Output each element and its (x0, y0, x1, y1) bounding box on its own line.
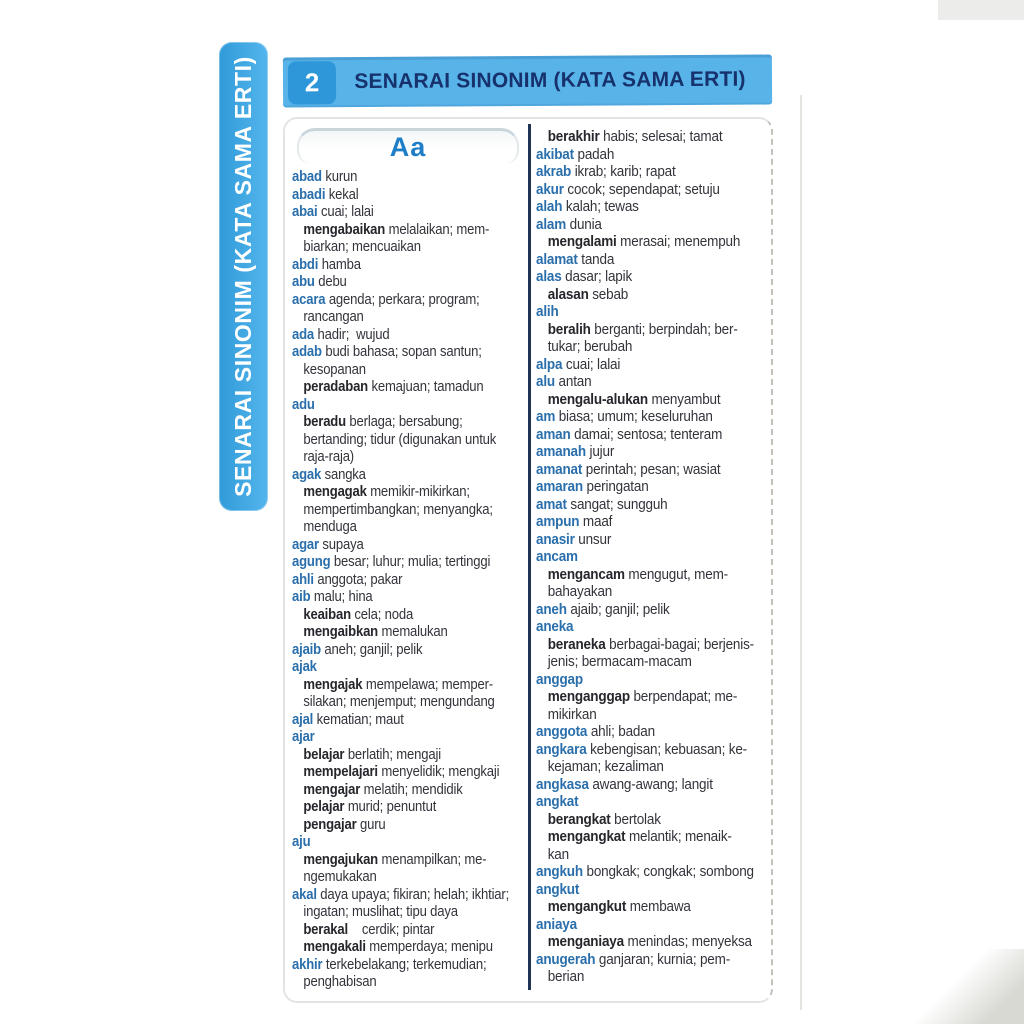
entry-line (536, 723, 772, 741)
subword: mengancam (547, 565, 625, 583)
section-letter: Aa (389, 132, 427, 162)
entry-line (536, 373, 772, 391)
subword: keaiban (303, 605, 351, 623)
subword: peradaban (303, 378, 369, 395)
synonym-text: cela; noda (350, 605, 414, 623)
synonym-text: berbagai-bagai; berjenis- (605, 635, 754, 653)
headword: anasir (536, 530, 575, 548)
synonym-text: berpendapat; me- (629, 688, 738, 705)
entry-line (292, 763, 524, 781)
entry-line (292, 606, 524, 624)
synonym-text: ahli; badan (587, 723, 655, 740)
entry-line (536, 251, 772, 269)
entry-line (292, 868, 524, 886)
entry-line (536, 636, 772, 654)
entry-line (536, 128, 772, 146)
headword: am (536, 408, 556, 425)
synonym-text: berlatih; mengaji (344, 745, 441, 763)
entry-line (292, 693, 524, 711)
synonym-text: peringatan (582, 478, 649, 495)
entry-line (536, 338, 772, 356)
subword: mengabaikan (303, 220, 386, 238)
synonym-text: menyambut (647, 390, 721, 408)
left-column-lines (292, 168, 524, 991)
headword: abai (292, 203, 318, 220)
headword: abadi (292, 185, 326, 203)
synonym-text: penghabisan (303, 973, 377, 990)
headword: aman (536, 425, 571, 443)
entry-line (536, 356, 772, 374)
headword: angkat (536, 793, 579, 810)
entry-line (536, 566, 772, 584)
entry-line (292, 746, 524, 764)
synonym-text: mempertimbangkan; menyangka; (303, 500, 493, 518)
headword: ajaib (292, 640, 321, 658)
headword: angkara (536, 740, 587, 758)
subword: mempelajari (303, 763, 378, 780)
entry-line (292, 168, 524, 186)
synonym-text: supaya (318, 535, 364, 553)
entry-line (292, 816, 524, 834)
subword: pengajar (303, 815, 357, 833)
synonym-text: awang-awang; langit (588, 775, 713, 793)
synonym-text: merasai; menempuh (616, 233, 741, 250)
headword: alpa (536, 355, 563, 373)
entry-line (536, 268, 772, 286)
entry-line (292, 728, 524, 746)
entry-line (536, 216, 772, 234)
entry-line (536, 618, 772, 636)
entry-line (292, 273, 524, 291)
synonym-text: berlaga; bersabung; (345, 413, 463, 430)
synonym-text: kekal (325, 185, 359, 203)
page-edge-line (800, 95, 802, 1010)
synonym-text: ajaib; ganjil; pelik (566, 600, 670, 618)
entry-line (292, 238, 524, 256)
synonym-text: bongkak; congkak; sombong (582, 863, 754, 880)
entry-line (292, 483, 524, 501)
synonym-text: damai; sentosa; tenteram (570, 425, 723, 443)
synonym-text: malu; hina (310, 588, 373, 605)
entry-line (536, 828, 772, 846)
headword: akhir (292, 955, 323, 973)
synonym-text: antan (554, 373, 592, 390)
entry-line (292, 448, 524, 466)
headword: alih (536, 303, 559, 320)
entry-line (536, 688, 772, 706)
section-letter-pill (297, 128, 519, 164)
headword: angkasa (536, 775, 589, 793)
synonym-text: debu (314, 273, 347, 290)
headword: adu (292, 395, 315, 413)
entry-line (292, 851, 524, 869)
synonym-text: dasar; lapik (561, 268, 633, 285)
entry-line (536, 321, 772, 339)
synonym-text: membawa (626, 898, 691, 915)
headword: acara (292, 290, 326, 308)
synonym-text: melalaikan; mem- (385, 220, 490, 238)
synonym-text: bahayakan (547, 583, 613, 600)
subword: belajar (303, 745, 345, 763)
entry-line (292, 938, 524, 956)
synonym-text: mikirkan (547, 705, 597, 723)
headword: anggota (536, 723, 588, 740)
right-column-lines (536, 128, 772, 986)
subword: menganggap (547, 688, 630, 705)
entry-line (536, 443, 772, 461)
entry-line (536, 531, 772, 549)
headword: alam (536, 215, 567, 233)
headword: ahli (292, 570, 314, 588)
subword: alasan (547, 285, 589, 303)
headword: ajal (292, 710, 314, 728)
entry-line (292, 833, 524, 851)
entry-line (292, 641, 524, 659)
subword: mengangkut (547, 898, 627, 915)
synonym-text: habis; selesai; tamat (599, 128, 723, 145)
entry-line (536, 601, 772, 619)
entry-line (536, 846, 772, 864)
headword: adab (292, 343, 322, 360)
entry-line (536, 881, 772, 899)
headword: akur (536, 180, 564, 198)
chapter-header (283, 55, 772, 108)
entry-line (292, 623, 524, 641)
synonym-text: ingatan; muslihat; tipu daya (303, 903, 458, 920)
headword: abu (292, 273, 315, 290)
synonym-text: maaf (579, 513, 613, 530)
entry-line (536, 968, 772, 986)
synonym-text: bertanding; tidur (digunakan untuk (303, 430, 497, 448)
entry-line (536, 548, 772, 566)
synonym-text: melantik; menaik- (625, 828, 732, 845)
headword: akrab (536, 163, 572, 180)
entry-line (536, 741, 772, 759)
synonym-text: ikrab; karib; rapat (571, 163, 676, 180)
entry-line (292, 203, 524, 221)
entry-line (292, 256, 524, 274)
entry-line (536, 653, 772, 671)
subword: beradu (303, 413, 346, 430)
headword: aib (292, 588, 311, 605)
synonym-text: jujur (585, 443, 615, 460)
synonym-text: cuai; lalai (562, 355, 621, 373)
entry-line (292, 886, 524, 904)
synonym-text: hadir; wujud (314, 325, 390, 343)
headword: amat (536, 495, 567, 513)
entry-line (536, 426, 772, 444)
entry-line (292, 343, 524, 361)
entry-line (292, 413, 524, 431)
entry-line (536, 758, 772, 776)
synonym-text: raja-raja) (303, 448, 354, 465)
synonym-text: daya upaya; fikiran; helah; ikhtiar; (316, 885, 510, 903)
entry-line (292, 973, 524, 991)
synonym-text: agenda; perkara; program; (325, 290, 480, 308)
entry-line (292, 903, 524, 921)
synonym-text: cuai; lalai (317, 203, 374, 220)
headword: angkuh (536, 863, 583, 880)
entry-line (292, 536, 524, 554)
headword: ada (292, 325, 315, 343)
synonym-text: unsur (574, 530, 612, 548)
entry-line (292, 361, 524, 379)
sidebar-tab-label: SENARAI SINONIM (KATA SAMA ERTI) (230, 56, 257, 497)
synonym-text: cerdik; pintar (347, 920, 435, 938)
entry-line (292, 326, 524, 344)
synonym-text: padah (573, 145, 615, 163)
entry-line (536, 478, 772, 496)
headword: agung (292, 553, 331, 570)
synonym-text: melatih; mendidik (360, 780, 463, 798)
subword: berangkat (547, 810, 611, 828)
synonym-text: bertolak (610, 810, 661, 828)
subword: pelajar (303, 798, 345, 815)
subword: berakal (303, 920, 348, 938)
synonym-list-panel (283, 117, 773, 1003)
synonym-text: memalukan (378, 623, 448, 640)
subword: berakhir (547, 128, 600, 145)
headword: akibat (536, 145, 574, 163)
entry-line (292, 553, 524, 571)
synonym-text: silakan; menjemput; mengundang (303, 693, 495, 710)
entry-line (536, 181, 772, 199)
entry-line (536, 391, 772, 409)
entry-line (292, 956, 524, 974)
synonym-text: sangka (321, 465, 366, 483)
synonym-text: menindas; menyeksa (623, 933, 752, 950)
headword: amanat (536, 460, 583, 478)
entry-line (536, 461, 772, 479)
synonym-text: kejaman; kezaliman (547, 758, 664, 775)
subword: mengakali (303, 938, 366, 955)
entry-line (536, 146, 772, 164)
synonym-text: sebab (588, 285, 629, 303)
subword: mengajar (303, 780, 361, 798)
synonym-text: menyelidik; mengkaji (377, 763, 500, 780)
page-number-badge: 2 (288, 61, 336, 104)
headword: angkut (536, 880, 580, 898)
headword: aniaya (536, 915, 577, 933)
headword: ajak (292, 658, 317, 675)
entry-line (292, 798, 524, 816)
entry-line (292, 308, 524, 326)
synonym-text: menampilkan; me- (378, 850, 487, 868)
synonym-text: tukar; berubah (547, 338, 633, 355)
synonym-text: ganjaran; kurnia; pem- (595, 950, 731, 968)
entry-line (536, 408, 772, 426)
headword: amanah (536, 443, 586, 460)
entry-line (536, 863, 772, 881)
synonym-text: hamba (318, 255, 361, 273)
headword: alah (536, 198, 563, 215)
headword: ancam (536, 548, 578, 565)
synonym-text: sangat; sungguh (566, 495, 668, 513)
entry-line (292, 658, 524, 676)
synonym-text: kemajuan; tamadun (368, 378, 484, 395)
entry-line (536, 706, 772, 724)
entry-line (536, 286, 772, 304)
entry-line (536, 233, 772, 251)
entry-line (292, 396, 524, 414)
synonym-text: menduga (303, 518, 357, 535)
headword: agar (292, 535, 319, 553)
scan-shadow-bottom-right (894, 949, 1024, 1024)
entry-line (536, 583, 772, 601)
synonym-text: murid; penuntut (344, 798, 437, 815)
synonym-text: perintah; pesan; wasiat (582, 460, 721, 478)
synonym-text: tanda (577, 250, 615, 268)
entry-line (292, 781, 524, 799)
entry-line (292, 186, 524, 204)
entry-line (292, 921, 524, 939)
synonym-text: jenis; bermacam-macam (547, 653, 692, 670)
subword: mengaibkan (303, 623, 379, 640)
entry-line (292, 518, 524, 536)
subword: mengajak (303, 675, 363, 693)
subword: beralih (547, 320, 591, 338)
entry-line (536, 916, 772, 934)
synonym-text: kurun (321, 168, 358, 185)
entry-line (536, 898, 772, 916)
entry-line (292, 221, 524, 239)
headword: amaran (536, 478, 583, 495)
entry-line (536, 163, 772, 181)
subword: mengalu-alukan (547, 390, 648, 408)
headword: abad (292, 168, 322, 185)
entry-line (292, 466, 524, 484)
synonym-text: berian (547, 968, 585, 985)
headword: aju (292, 833, 311, 850)
entry-line (292, 501, 524, 519)
synonym-text: memperdaya; menipu (365, 938, 493, 955)
synonym-text: dunia (566, 215, 602, 233)
entry-line (292, 378, 524, 396)
left-column (292, 128, 524, 991)
headword: ajar (292, 728, 315, 745)
synonym-text: cocok; sependapat; setuju (563, 180, 720, 198)
entry-line (536, 496, 772, 514)
synonym-text: kan (547, 845, 569, 863)
headword: anugerah (536, 950, 596, 968)
subword: mengajukan (303, 850, 379, 868)
synonym-text: memikir-mikirkan; (366, 483, 470, 500)
subword: beraneka (547, 635, 606, 653)
synonym-text: besar; luhur; mulia; tertinggi (330, 553, 491, 570)
headword: aneka (536, 618, 574, 635)
entry-line (536, 951, 772, 969)
entry-line (292, 588, 524, 606)
entry-line (536, 793, 772, 811)
entry-line (536, 303, 772, 321)
synonym-text: kebengisan; kebuasan; ke- (586, 740, 747, 758)
subword: mengangkat (547, 828, 626, 845)
synonym-text: mempelawa; memper- (362, 675, 493, 693)
page-title: SENARAI SINONIM (KATA SAMA ERTI) (354, 67, 746, 94)
synonym-text: mengugut, mem- (624, 565, 728, 583)
subword: mengagak (303, 483, 367, 500)
synonym-text: guru (356, 815, 386, 833)
synonym-text: terkebelakang; terkemudian; (322, 955, 487, 973)
synonym-text: biasa; umum; keseluruhan (555, 408, 713, 425)
subword: menganiaya (547, 933, 624, 950)
synonym-text: kesopanan (303, 360, 366, 378)
synonym-text: kematian; maut (313, 710, 404, 728)
headword: akal (292, 885, 317, 903)
subword: mengalami (547, 233, 617, 250)
entry-line (536, 671, 772, 689)
headword: alamat (536, 250, 578, 268)
sidebar-tab (219, 42, 268, 511)
synonym-text: biarkan; mencuaikan (303, 238, 421, 255)
headword: ampun (536, 513, 580, 530)
entry-line (536, 198, 772, 216)
entry-line (292, 676, 524, 694)
headword: anggap (536, 670, 583, 688)
scan-shadow-top-right (938, 0, 1024, 20)
synonym-text: kalah; tewas (562, 198, 639, 215)
entry-line (292, 431, 524, 449)
entry-line (292, 711, 524, 729)
synonym-text: aneh; ganjil; pelik (320, 640, 423, 658)
headword: agak (292, 465, 322, 483)
entry-line (536, 513, 772, 531)
synonym-text: budi bahasa; sopan santun; (321, 343, 482, 360)
synonym-text: anggota; pakar (313, 570, 403, 588)
entry-line (536, 811, 772, 829)
entry-line (292, 571, 524, 589)
entry-line (536, 933, 772, 951)
synonym-text: berganti; berpindah; ber- (590, 320, 738, 338)
entry-line (536, 776, 772, 794)
column-divider (528, 124, 531, 990)
entry-line (292, 291, 524, 309)
synonym-text: ngemukakan (303, 868, 377, 885)
headword: abdi (292, 255, 319, 273)
synonym-text: rancangan (303, 308, 364, 325)
headword: alas (536, 268, 562, 285)
headword: alu (536, 373, 555, 390)
headword: aneh (536, 600, 567, 618)
right-column (536, 124, 772, 986)
